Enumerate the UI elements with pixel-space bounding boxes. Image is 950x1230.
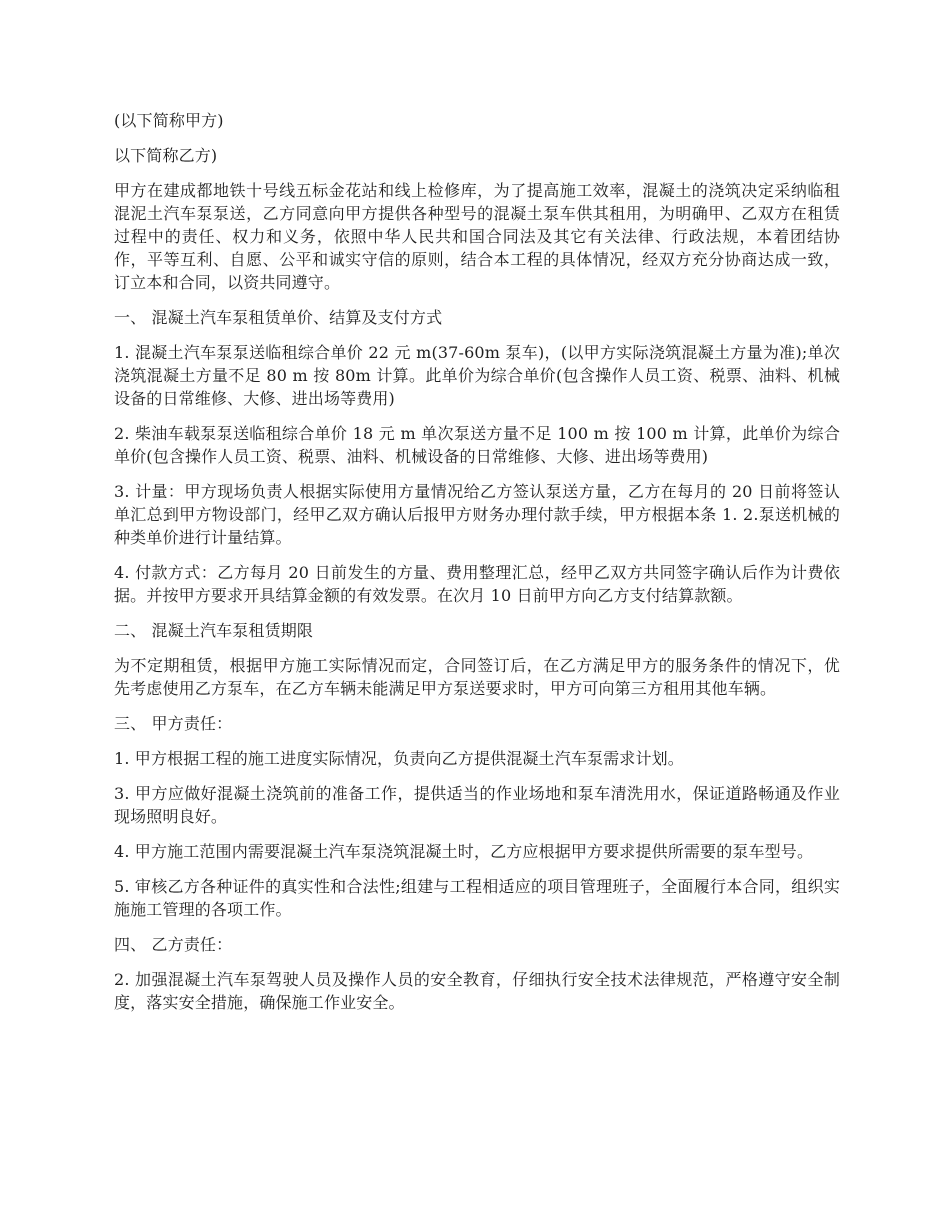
preamble-paragraph: 甲方在建成都地铁十号线五标金花站和线上检修库，为了提高施工效率，混凝土的浇筑决定采纳临租混泥土汽车泵泵送，乙方同意向甲方提供各种型号的混凝土泵车供其租用，为明确甲、乙双方在租赁过程中的责任、权力和义务，依照中华人民共和国合同法及其它有关法律、行政法规，本着团结协作，平等互利、自愿、公平和诚实守信的原则，结合本工程的具体情况，经双方充分协商达成一致，订立本和合同，以资共同遵守。: [114, 181, 840, 292]
clause-4-2: 2. 加强混凝土汽车泵驾驶人员及操作人员的安全教育，仔细执行安全技术法律规范，严格遵守安全制度，落实安全措施，确保施工作业安全。: [114, 970, 840, 1012]
section-heading-2: 二、 混凝土汽车泵租赁期限: [114, 621, 314, 640]
clause-3-1: 1. 甲方根据工程的施工进度实际情况，负责向乙方提供混凝土汽车泵需求计划。: [114, 749, 684, 768]
document-body: [114, 109, 840, 1026]
clause-1-3: 3. 计量：甲方现场负责人根据实际使用方量情况给乙方签认泵送方量，乙方在每月的 20 日前将签认单汇总到甲方物设部门，经甲乙双方确认后报甲方财务办理付款手续，甲方根据本条 1. 2.泵送机械的种类单价进行计量结算。: [114, 482, 840, 547]
clause-3-5: 5. 审核乙方各种证件的真实性和合法性;组建与工程相适应的项目管理班子，全面履行本合同，组织实施施工管理的各项工作。: [114, 877, 840, 919]
clause-1-4: 4. 付款方式：乙方每月 20 日前发生的方量、费用整理汇总，经甲乙双方共同签字确认后作为计费依据。并按甲方要求开具结算金额的有效发票。在次月 10 日前甲方向乙方支付结算款额。: [114, 563, 840, 605]
clause-1-2: 2. 柴油车载泵泵送临租综合单价 18 元 m 单次泵送方量不足 100 m 按 100 m 计算，此单价为综合单价(包含操作人员工资、税票、油料、机械设备的日常维修、大修、进出场等费用): [114, 424, 840, 466]
section-heading-4: 四、 乙方责任：: [114, 935, 233, 954]
clause-3-3: 3. 甲方应做好混凝土浇筑前的准备工作，提供适当的作业场地和泵车清洗用水，保证道路畅通及作业现场照明良好。: [114, 784, 840, 826]
clause-1-1: 1. 混凝土汽车泵泵送临租综合单价 22 元 m(37-60m 泵车)，(以甲方实际浇筑混凝土方量为准);单次浇筑混凝土方量不足 80 m 按 80m 计算。此单价为综合单价(包含操作人员工资、税票、油料、机械设备的日常维修、大修、进出场等费用): [114, 343, 840, 408]
clause-2-1: 为不定期租赁，根据甲方施工实际情况而定，合同签订后，在乙方满足甲方的服务条件的情况下，优先考虑使用乙方泵车，在乙方车辆未能满足甲方泵送要求时，甲方可向第三方租用其他车辆。: [114, 656, 840, 698]
clause-3-4: 4. 甲方施工范围内需要混凝土汽车泵浇筑混凝土时，乙方应根据甲方要求提供所需要的泵车型号。: [114, 842, 814, 861]
section-heading-3: 三、 甲方责任：: [114, 714, 233, 733]
party-b-note: 以下简称乙方): [114, 146, 218, 165]
section-heading-1: 一、 混凝土汽车泵租赁单价、结算及支付方式: [114, 308, 443, 327]
party-a-note: (以下简称甲方): [114, 111, 224, 130]
